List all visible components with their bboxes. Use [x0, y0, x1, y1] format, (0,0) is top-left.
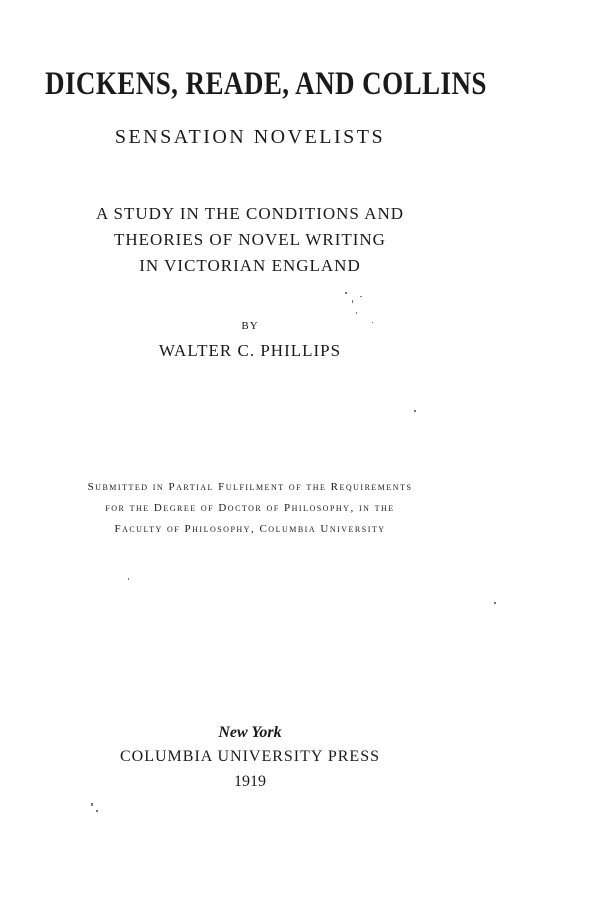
book-subtitle: SENSATION NOVELISTS: [114, 126, 386, 148]
submission-line: for the Degree of Doctor of Philosophy, in the: [105, 502, 395, 514]
scan-speck: [372, 322, 373, 323]
scan-speck: [414, 410, 416, 412]
book-title: DICKENS, READE, AND COLLINS: [45, 66, 487, 102]
description-line: A STUDY IN THE CONDITIONS AND: [95, 204, 405, 223]
scan-speck: [345, 292, 347, 294]
submission-line: Faculty of Philosophy, Columbia University: [114, 523, 386, 535]
author-name: WALTER C. PHILLIPS: [158, 341, 342, 360]
scan-speck: [360, 296, 362, 297]
description-line: IN VICTORIAN ENGLAND: [139, 256, 361, 275]
scan-speck: [128, 578, 129, 580]
description-line: THEORIES OF NOVEL WRITING: [114, 230, 386, 249]
scan-speck: [494, 602, 496, 604]
imprint-publisher: COLUMBIA UNIVERSITY PRESS: [120, 748, 380, 765]
scan-speck: [96, 810, 98, 812]
scan-speck: [352, 300, 353, 303]
by-label: BY: [241, 320, 259, 332]
imprint-city: New York: [218, 724, 282, 741]
imprint-year: 1919: [234, 773, 266, 790]
scan-speck: [91, 803, 93, 806]
scan-speck: [356, 312, 357, 314]
submission-line: Submitted in Partial Fulfilment of the Requirements: [87, 481, 413, 493]
